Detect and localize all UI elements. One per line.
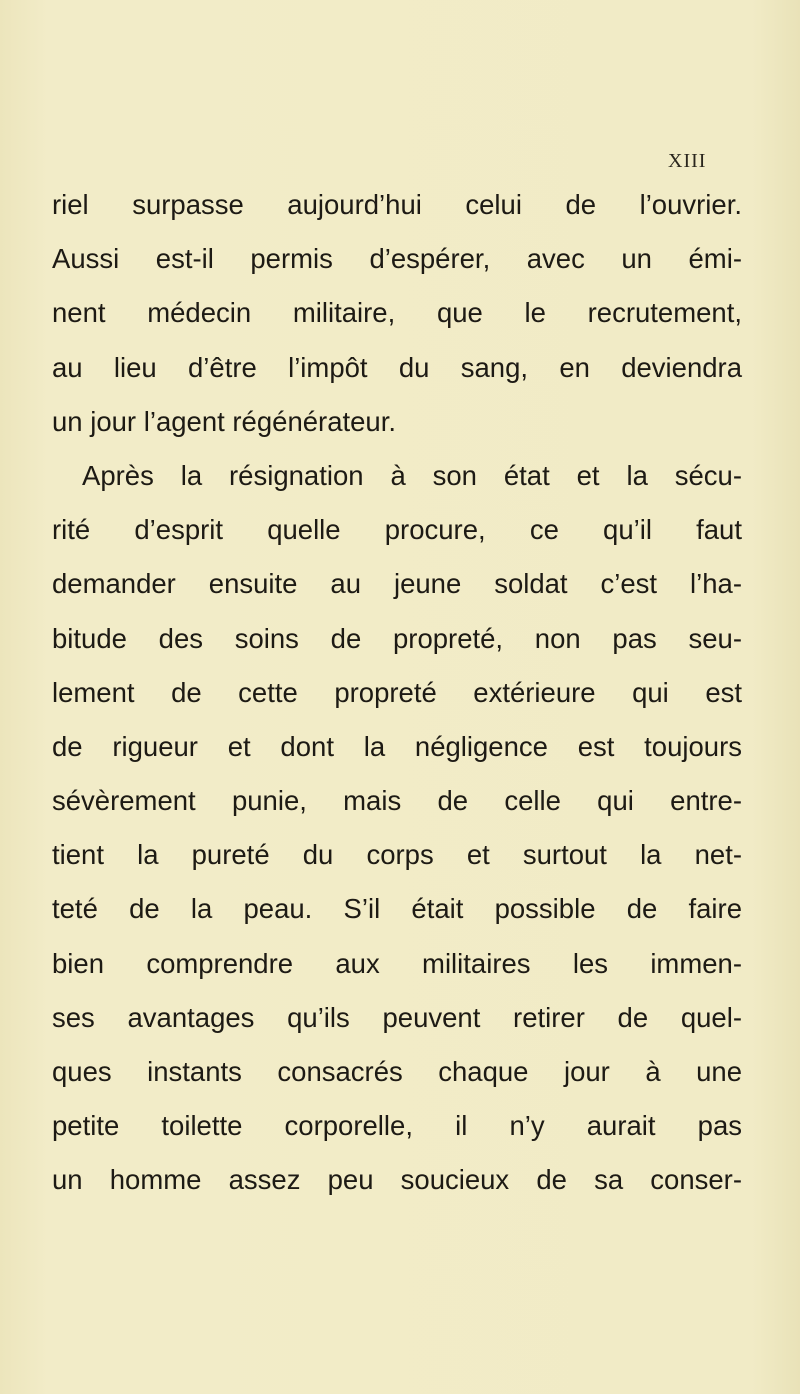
text-line: un jour l’agent régénérateur.	[52, 405, 396, 437]
text-line: sévèrement punie, mais de celle qui entre-	[52, 785, 742, 817]
text-line: Après la résignation à son état et la sécu-	[82, 459, 742, 491]
text-line: bien comprendre aux militaires les immen-	[52, 947, 742, 979]
text-line: bitude des soins de propreté, non pas seu-	[52, 622, 742, 654]
text-line: lement de cette propreté extérieure qui est	[52, 676, 742, 708]
page-number: XIII	[668, 150, 707, 172]
text-line: ques instants consacrés chaque jour à une	[52, 1056, 742, 1087]
text-line: tient la pureté du corps et surtout la net-	[52, 839, 742, 871]
text-line: un homme assez peu soucieux de sa conser-	[52, 1164, 742, 1196]
text-line: teté de la peau. S’il était possible de faire	[52, 893, 742, 925]
text-line: ses avantages qu’ils peuvent retirer de quel-	[52, 1001, 742, 1033]
text-line: rité d’esprit quelle procure, ce qu’il faut	[52, 514, 742, 546]
text-line: au lieu d’être l’impôt du sang, en deviendra	[52, 351, 742, 383]
text-line: de rigueur et dont la négligence est toujours	[52, 730, 742, 762]
text-line: nent médecin militaire, que le recrutement,	[52, 297, 742, 329]
text-line: petite toilette corporelle, il n’y aurait pas	[52, 1110, 742, 1142]
body-text	[52, 178, 742, 1208]
text-line: demander ensuite au jeune soldat c’est l’ha-	[52, 568, 742, 600]
text-line: riel surpasse aujourd’hui celui de l’ouvrier.	[52, 189, 742, 220]
text-line: Aussi est-il permis d’espérer, avec un émi-	[52, 243, 742, 275]
